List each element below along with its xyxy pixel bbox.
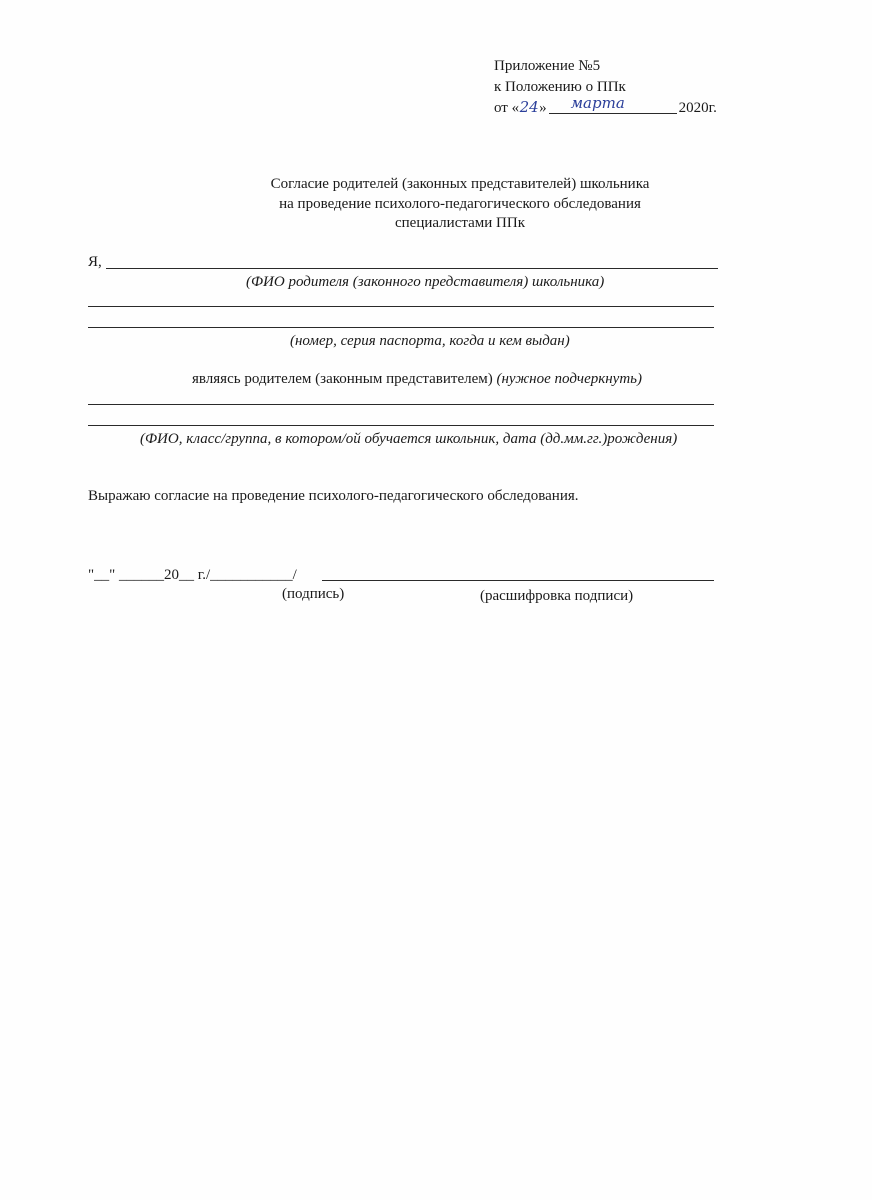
ya-label: Я,	[88, 254, 102, 270]
appendix-number: Приложение №5	[494, 58, 601, 74]
passport-line-1[interactable]	[88, 306, 714, 307]
hint-parent-name: (ФИО родителя (законного представителя) школьника)	[246, 274, 605, 290]
title-line-3: специалистами ППк	[395, 215, 525, 231]
date-prefix: от «	[494, 100, 520, 116]
signature-date-field[interactable]: "__" ______20__ г./___________/	[88, 567, 297, 583]
date-year: 2020г.	[678, 100, 717, 116]
handwritten-day: 24	[519, 98, 539, 116]
hint-child-info: (ФИО, класс/группа, в котором/ой обучается школьник, дата (дд.мм.гг.)рождения)	[140, 431, 678, 447]
passport-line-2[interactable]	[88, 327, 714, 328]
being-parent-line	[192, 370, 642, 388]
month-blank	[549, 94, 677, 114]
date-mid: »	[539, 100, 547, 116]
underline-hint: (нужное подчеркнуть)	[496, 371, 642, 387]
title-line-2: на проведение психолого-педагогического обследования	[279, 196, 641, 212]
hint-decode: (расшифровка подписи)	[480, 588, 634, 604]
signature-decode-line[interactable]	[322, 580, 714, 581]
appendix-reference: к Положению о ППк	[494, 79, 626, 95]
child-info-line-2[interactable]	[88, 425, 714, 426]
parent-name-line[interactable]	[106, 268, 718, 269]
being-parent-text: являясь родителем (законным представителем)	[192, 371, 493, 387]
child-info-line-1[interactable]	[88, 404, 714, 405]
hint-signature: (подпись)	[282, 586, 345, 602]
consent-statement: Выражаю согласие на проведение психолого-педагогического обследования.	[88, 488, 579, 504]
hint-passport: (номер, серия паспорта, когда и кем выдан)	[290, 333, 570, 349]
title-line-1: Согласие родителей (законных представителей) школьника	[270, 176, 650, 192]
appendix-date	[494, 94, 717, 117]
handwritten-month: марта	[570, 94, 625, 112]
